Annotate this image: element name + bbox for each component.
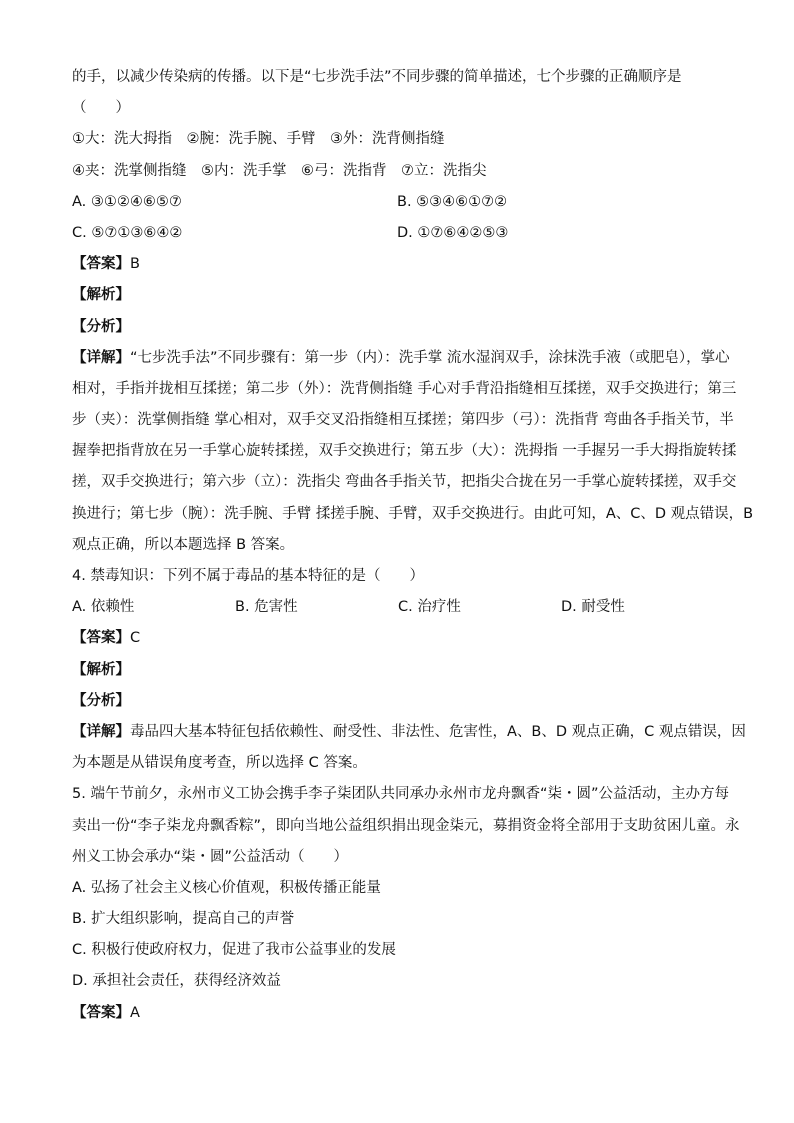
q3-stem-line2: （ ）	[72, 100, 130, 117]
answer-label: 【答案】	[72, 630, 130, 647]
answer-label: 【答案】	[72, 1004, 130, 1021]
q5-answer	[72, 998, 732, 1029]
q5-option-a: A. 弘扬了社会主义核心价值观，积极传播正能量	[72, 879, 381, 896]
q5-stem-line: 州义工协会承办“柒・圆”公益活动（ ）	[72, 848, 349, 865]
q3-fenxi-label: 【分析】	[72, 318, 130, 335]
answer-value: A	[130, 1004, 140, 1021]
q3-option-d: D. ①⑦⑥④②⑤③	[397, 224, 509, 241]
q3-detail-line: 搓，双手交换进行；第六步（立）：洗指尖 弯曲各手指关节，把指尖合拢在另一手掌心旋转揉搓，双手交	[72, 474, 737, 491]
q4-detail-line: 为本题是从错误角度考查，所以选择 C 答案。	[72, 755, 367, 772]
q5-option-b: B. 扩大组织影响，提高自己的声誉	[72, 911, 295, 928]
answer-label: 【答案】	[72, 256, 130, 273]
answer-value: B	[130, 256, 140, 273]
q5-stem-line: 5. 端午节前夕，永州市义工协会携手李子柒团队共同承办永州市龙舟飘香“柒・圆”公益活动，主办方每	[72, 786, 729, 803]
q4-fenxi-label: 【分析】	[72, 692, 130, 709]
q3-jiexi-label: 【解析】	[72, 287, 130, 304]
detail-text: “七步洗手法”不同步骤有：第一步（内）：洗手掌 流水湿润双手，涂抹洗手液（或肥皂），掌心	[130, 349, 730, 366]
detail-text: 毒品四大基本特征包括依赖性、耐受性、非法性、危害性，A、B、D 观点正确，C 观点错误，因	[130, 723, 746, 740]
q3-detail-line: 相对，手指并拢相互揉搓；第二步（外）：洗背侧指缝 手心对手背沿指缝相互揉搓，双手交换进行；第三	[72, 380, 737, 397]
q5-option-c: C. 积极行使政府权力，促进了我市公益事业的发展	[72, 942, 396, 959]
document-page	[72, 62, 754, 1029]
q5-stem-line: 卖出一份“李子柒龙舟飘香粽”，即向当地公益组织捐出现金柒元，募捐资金将全部用于支助贫困儿童。永	[72, 817, 740, 834]
q3-detail-line: 步（夹）：洗掌侧指缝 掌心相对，双手交叉沿指缝相互揉搓；第四步（弓）：洗指背 弯曲各手指关节，半	[72, 412, 734, 429]
detail-label: 【详解】	[72, 723, 130, 740]
q3-answer	[72, 249, 732, 280]
q4-answer	[72, 623, 732, 654]
q3-steps-line2: ④夹：洗掌侧指缝 ⑤内：洗手掌 ⑥弓：洗指背 ⑦立：洗指尖	[72, 162, 487, 179]
q4-jiexi-label: 【解析】	[72, 661, 130, 678]
answer-value: C	[130, 630, 141, 647]
q3-stem-line1: 的手，以减少传染病的传播。以下是“七步洗手法”不同步骤的简单描述，七个步骤的正确顺序是	[72, 69, 682, 85]
q3-option-a: A. ③①②④⑥⑤⑦	[72, 193, 182, 210]
q3-steps-line1: ①大：洗大拇指 ②腕：洗手腕、手臂 ③外：洗背侧指缝	[72, 131, 445, 148]
q5-option-d: D. 承担社会责任，获得经济效益	[72, 973, 281, 990]
q4-option-c: C. 治疗性	[398, 599, 461, 616]
q3-options-row1	[72, 187, 732, 218]
q3-detail-line: 握拳把指背放在另一手掌心旋转揉搓，双手交换进行；第五步（大）：洗拇指 一手握另一手大拇指旋转揉	[72, 443, 737, 460]
q4-stem: 4. 禁毒知识：下列不属于毒品的基本特征的是（ ）	[72, 568, 424, 584]
q3-option-c: C. ⑤⑦①③⑥④②	[72, 224, 183, 241]
q4-options	[72, 592, 732, 623]
q3-options-row2	[72, 218, 732, 249]
q3-detail-line: 观点正确，所以本题选择 B 答案。	[72, 536, 295, 553]
q3-detail-line: 换进行；第七步（腕）：洗手腕、手臂 揉搓手腕、手臂，双手交换进行。由此可知，A、C、D 观点错误，B	[72, 505, 754, 522]
q4-option-b: B. 危害性	[235, 599, 298, 616]
q3-detail-line	[72, 343, 732, 374]
q4-detail-line	[72, 717, 746, 748]
detail-label: 【详解】	[72, 349, 130, 366]
q3-option-b: B. ⑤③④⑥①⑦②	[397, 193, 508, 210]
q4-option-d: D. 耐受性	[561, 599, 625, 616]
q4-option-a: A. 依赖性	[72, 599, 135, 616]
